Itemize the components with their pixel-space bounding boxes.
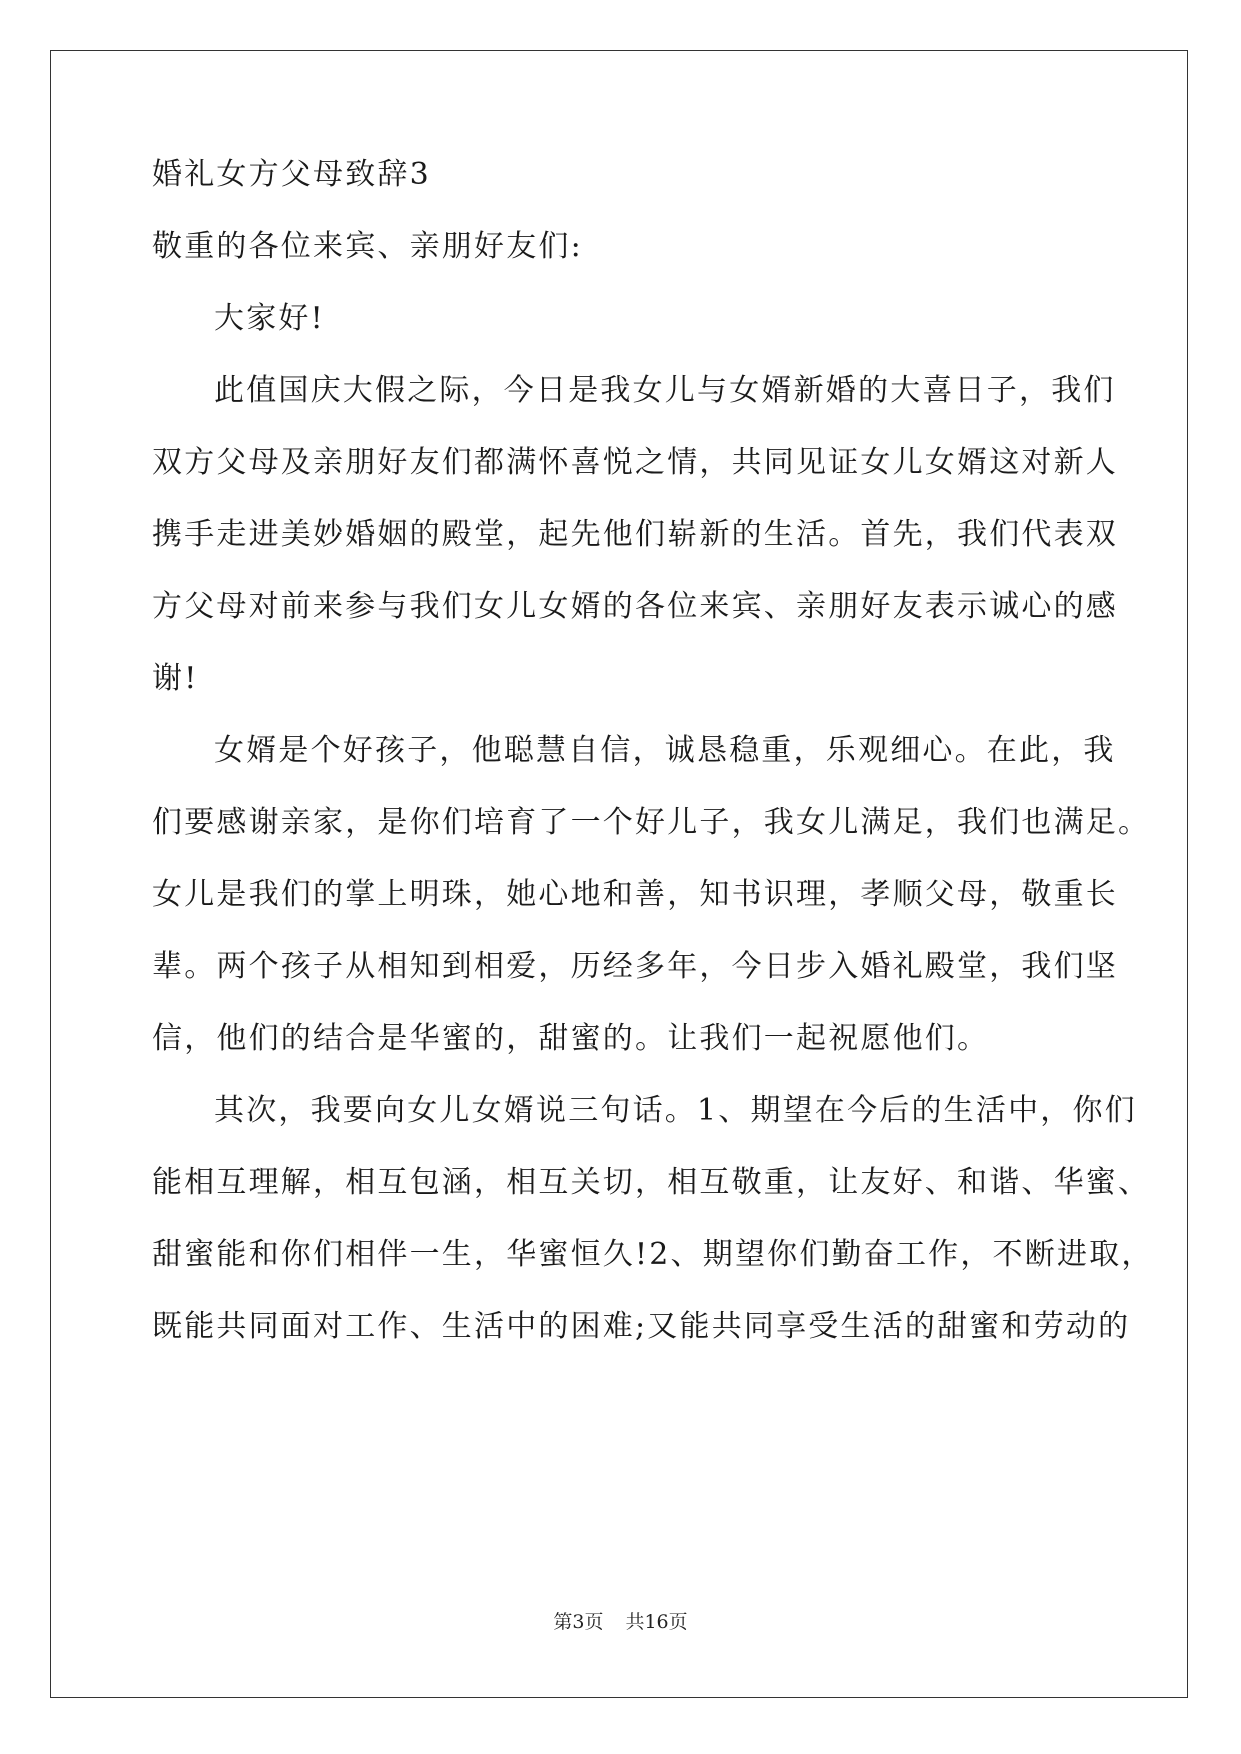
body-line: 方父母对前来参与我们女儿女婿的各位来宾、亲朋好友表示诚心的感 [152,589,1118,624]
page-number: 第3页 [553,1611,604,1633]
salutation-line: 敬重的各位来宾、亲朋好友们: [152,229,583,264]
body-line: 既能共同面对工作、生活中的困难;又能共同享受生活的甜蜜和劳动的 [152,1309,1131,1344]
body-line: 谢! [152,661,199,696]
body-line: 女儿是我们的掌上明珠，她心地和善，知书识理，孝顺父母，敬重长 [152,877,1118,912]
page-border [50,50,1188,1698]
page-footer [0,1610,1241,1634]
body-line: 们要感谢亲家，是你们培育了一个好儿子，我女儿满足，我们也满足。 [152,805,1151,840]
body-line: 此值国庆大假之际，今日是我女儿与女婿新婚的大喜日子，我们 [214,373,1116,408]
greeting-line: 大家好! [214,301,325,336]
page-total: 共16页 [625,1611,688,1633]
body-line: 携手走进美妙婚姻的殿堂，起先他们崭新的生活。首先，我们代表双 [152,517,1118,552]
body-line: 辈。两个孩子从相知到相爱，历经多年，今日步入婚礼殿堂，我们坚 [152,949,1118,984]
body-line: 甜蜜能和你们相伴一生，华蜜恒久!2、期望你们勤奋工作，不断进取， [152,1237,1154,1272]
body-line: 双方父母及亲朋好友们都满怀喜悦之情，共同见证女儿女婿这对新人 [152,445,1118,480]
body-line: 其次，我要向女儿女婿说三句话。1、期望在今后的生活中，你们 [214,1093,1137,1128]
document-title: 婚礼女方父母致辞3 [152,157,431,192]
body-line: 女婿是个好孩子，他聪慧自信，诚恳稳重，乐观细心。在此，我 [214,733,1116,768]
body-line: 信，他们的结合是华蜜的，甜蜜的。让我们一起祝愿他们。 [152,1021,990,1056]
body-line: 能相互理解，相互包涵，相互关切，相互敬重，让友好、和谐、华蜜、 [152,1165,1151,1200]
